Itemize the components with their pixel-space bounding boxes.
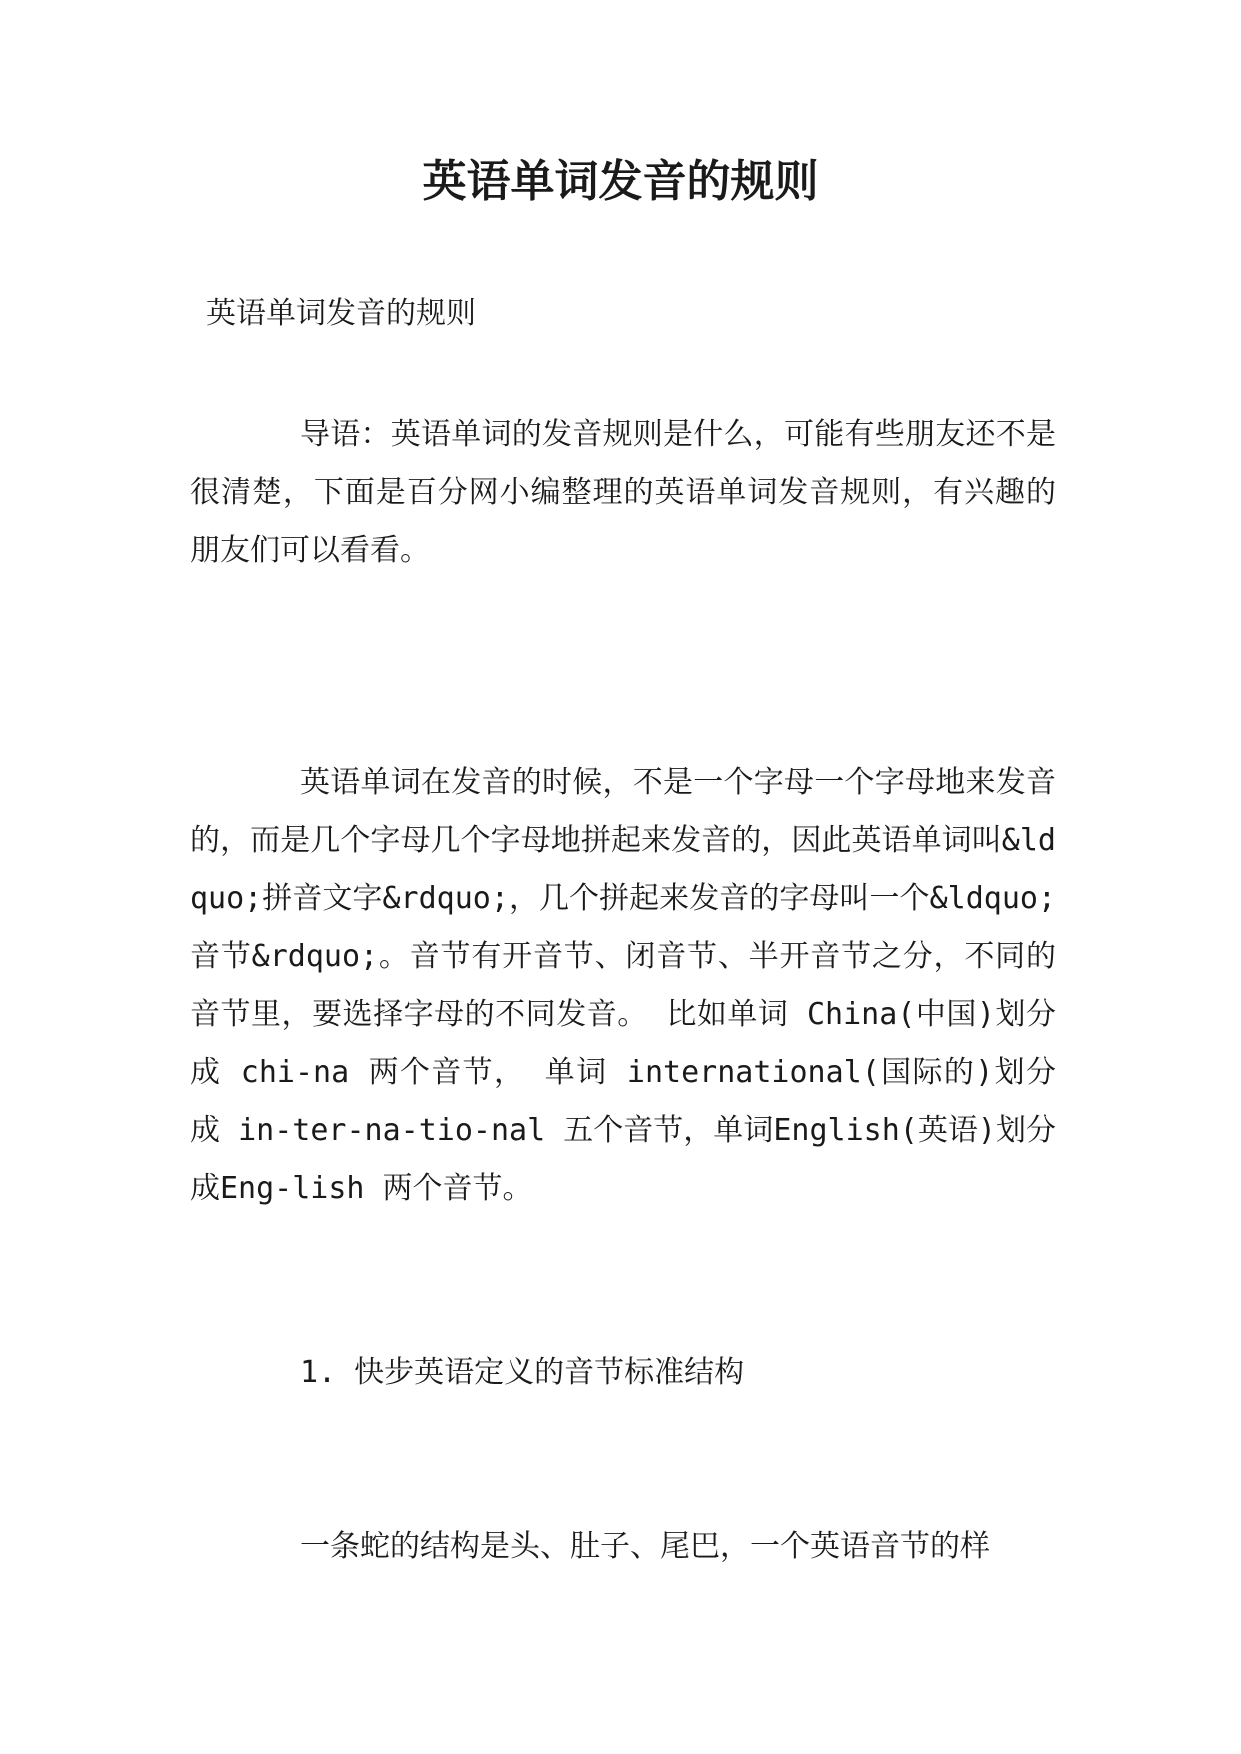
document-title: 英语单词发音的规则	[422, 156, 819, 207]
section-heading: 1. 快步英语定义的音节标准结构	[300, 1355, 745, 1390]
document-subtitle: 英语单词发音的规则	[206, 296, 476, 331]
intro-paragraph: 导语：英语单词的发音规则是什么，可能有些朋友还不是很清楚，下面是百分网小编整理的英语单词发音规则，有兴趣的朋友们可以看看。	[190, 417, 1056, 568]
snake-paragraph: 一条蛇的结构是头、肚子、尾巴，一个英语音节的样	[300, 1529, 990, 1564]
syllable-paragraph: 英语单词在发音的时候，不是一个字母一个字母地来发音的，而是几个字母几个字母地拼起来发音的，因此英语单词叫&ldquo;拼音文字&rdquo;，几个拼起来发音的字母叫一个&ldquo;音节&rdquo;。音节有开音节、闭音节、半开音节之分，不同的音节里，要选择字母的不同发音。 比如单词 China(中国)划分成 chi-na 两个音节， 单词 international(国际的)划分成 in-ter-na-tio-nal 五个音节，单词English(英语)划分成Eng-lish 两个音节。	[190, 765, 1056, 1206]
